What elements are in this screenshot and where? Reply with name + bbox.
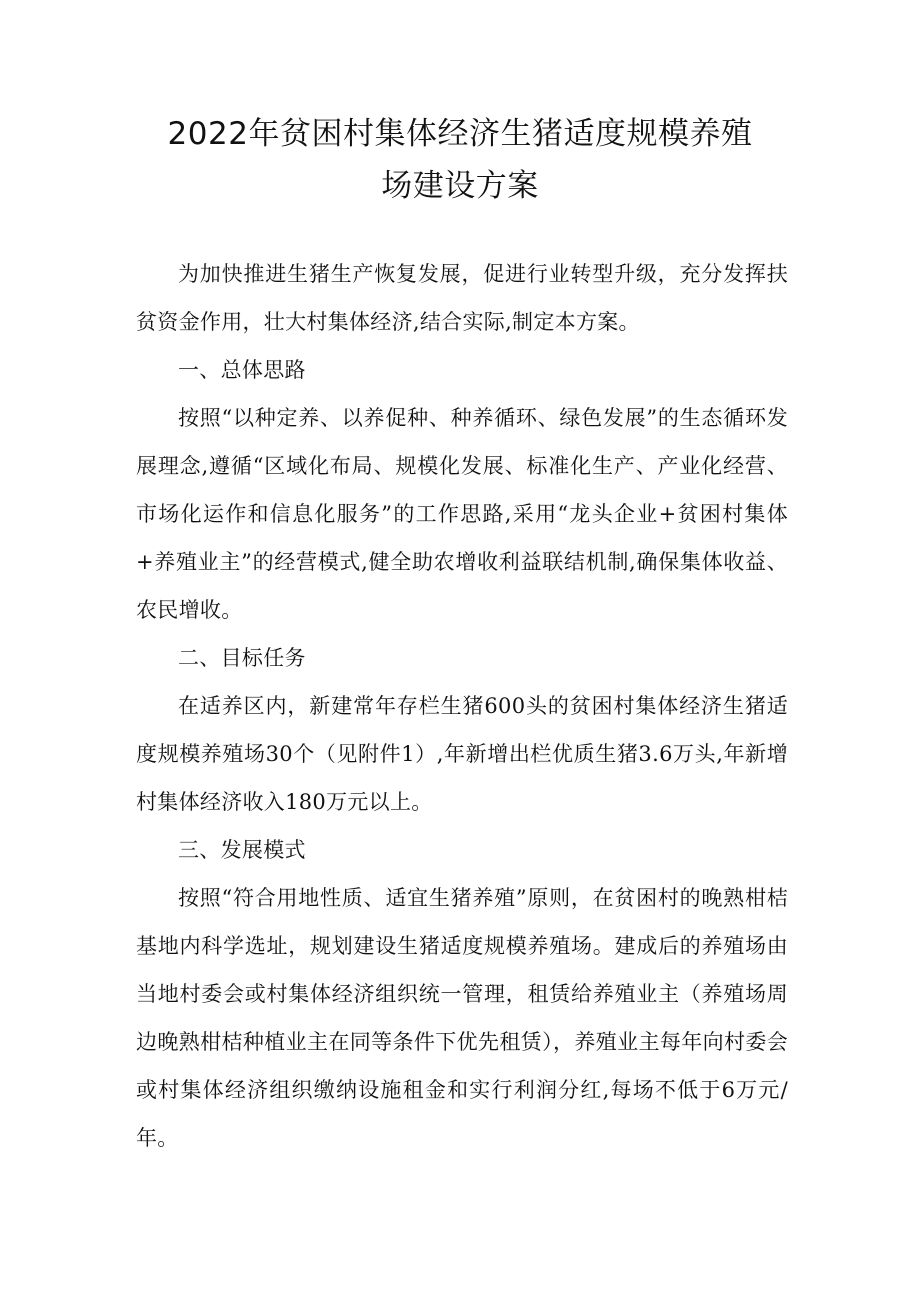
section-paragraph-overall-approach: 按照“以种定养、以养促种、种养循环、绿色发展”的生态循环发展理念,遵循“区域化布局、规模化发展、标准化生产、产业化经营、市场化运作和信息化服务”的工作思路,采用“龙头企业+贫困村集体+养殖业主”的经营模式,健全助农增收利益联结机制,确保集体收益、农民增收。	[136, 406, 788, 622]
section-heading-targets: 二、目标任务	[178, 646, 306, 670]
document-body	[136, 250, 788, 1162]
title-line-2: 场建设方案	[381, 168, 539, 204]
section-paragraph-targets: 在适养区内，新建常年存栏生猪600头的贫困村集体经济生猪适度规模养殖场30个（见附件1）,年新增出栏优质生猪3.6万头,年新增村集体经济收入180万元以上。	[136, 694, 788, 814]
title-line-1: 2022年贫困村集体经济生猪适度规模养殖	[167, 116, 753, 152]
document-title	[120, 108, 800, 212]
intro-paragraph: 为加快推进生猪生产恢复发展，促进行业转型升级，充分发挥扶贫资金作用，壮大村集体经济,结合实际,制定本方案。	[136, 262, 788, 334]
section-heading-overall-approach: 一、总体思路	[178, 358, 306, 382]
section-paragraph-development-model: 按照“符合用地性质、适宜生猪养殖”原则，在贫困村的晚熟柑桔基地内科学选址，规划建设生猪适度规模养殖场。建成后的养殖场由当地村委会或村集体经济组织统一管理，租赁给养殖业主（养殖场周边晚熟柑桔种植业主在同等条件下优先租赁），养殖业主每年向村委会或村集体经济组织缴纳设施租金和实行利润分红,每场不低于6万元/年。	[136, 886, 788, 1150]
section-heading-development-model: 三、发展模式	[178, 838, 306, 862]
